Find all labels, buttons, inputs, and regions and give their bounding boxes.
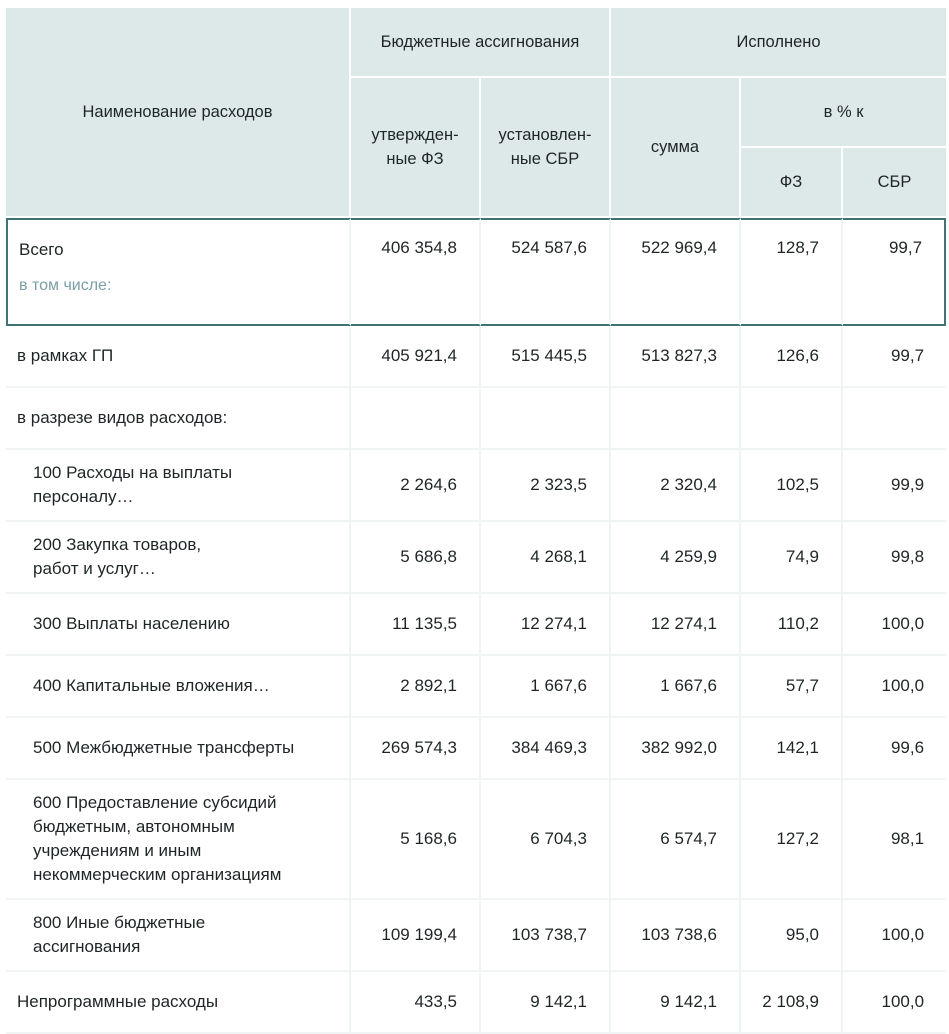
row-name: Всего [19,240,64,259]
cell-sum: 513 827,3 [611,326,741,388]
row-note: в том числе: [19,277,112,294]
cell-fz: 5 686,8 [351,522,481,594]
header-approved-fz: утвержден- ные ФЗ [351,78,481,218]
table-row [6,718,946,780]
row-name: 600 Предоставление субсидий бюджетным, автономным учреждениям и иным некоммерческим организациям [6,780,351,900]
cell-pct-sbr: 99,9 [843,450,946,522]
header-set-sbr: установлен- ные СБР [481,78,611,218]
cell-pct-sbr: 100,0 [843,972,946,1034]
cell-pct-fz: 102,5 [741,450,843,522]
header-pct-fz: ФЗ [741,148,843,218]
header-sum: сумма [611,78,741,218]
cell-pct-sbr: 99,8 [843,522,946,594]
cell-sbr: 6 704,3 [481,780,611,900]
cell-sbr: 1 667,6 [481,656,611,718]
cell-pct-sbr: 99,6 [843,718,946,780]
cell-fz: 2 892,1 [351,656,481,718]
table-row [6,388,946,450]
cell-sbr: 2 323,5 [481,450,611,522]
cell-fz: 269 574,3 [351,718,481,780]
table-row [6,972,946,1034]
cell-pct-fz: 128,7 [741,218,843,326]
cell-fz: 406 354,8 [351,218,481,326]
cell-sbr: 9 142,1 [481,972,611,1034]
table-row [6,522,946,594]
header-budget-group: Бюджетные ассигнования [351,8,611,78]
row-name: 400 Капитальные вложения… [6,656,351,718]
cell-fz: 2 264,6 [351,450,481,522]
cell-pct-sbr [843,388,946,450]
cell-sum: 522 969,4 [611,218,741,326]
cell-fz [351,388,481,450]
cell-sum: 103 738,6 [611,900,741,972]
cell-sum [611,388,741,450]
cell-pct-fz: 126,6 [741,326,843,388]
cell-pct-fz: 95,0 [741,900,843,972]
cell-fz: 11 135,5 [351,594,481,656]
cell-sbr: 4 268,1 [481,522,611,594]
cell-sbr: 524 587,6 [481,218,611,326]
cell-sum: 6 574,7 [611,780,741,900]
row-name: 200 Закупка товаров, работ и услуг… [6,522,351,594]
table-row [6,594,946,656]
cell-pct-sbr: 98,1 [843,780,946,900]
cell-pct-sbr: 99,7 [843,218,946,326]
header-pct-group: в % к [741,78,946,148]
cell-sum: 9 142,1 [611,972,741,1034]
cell-sbr: 12 274,1 [481,594,611,656]
cell-pct-sbr: 100,0 [843,900,946,972]
row-name: в разрезе видов расходов: [6,388,351,450]
budget-execution-table [6,8,946,1034]
row-name: 300 Выплаты населению [6,594,351,656]
table-row [6,450,946,522]
table-row-total [6,218,946,326]
cell-sbr: 515 445,5 [481,326,611,388]
cell-sbr: 103 738,7 [481,900,611,972]
table-row [6,780,946,900]
header-executed-group: Исполнено [611,8,946,78]
cell-sbr: 384 469,3 [481,718,611,780]
header-pct-sbr: СБР [843,148,946,218]
table-row [6,656,946,718]
cell-pct-fz [741,388,843,450]
row-name: Непрограммные расходы [6,972,351,1034]
cell-fz: 109 199,4 [351,900,481,972]
cell-pct-fz: 74,9 [741,522,843,594]
cell-pct-fz: 127,2 [741,780,843,900]
row-name: 100 Расходы на выплаты персоналу… [6,450,351,522]
row-name: 800 Иные бюджетные ассигнования [6,900,351,972]
cell-sum: 4 259,9 [611,522,741,594]
table-row [6,326,946,388]
cell-fz: 5 168,6 [351,780,481,900]
cell-fz: 433,5 [351,972,481,1034]
cell-pct-fz: 2 108,9 [741,972,843,1034]
cell-pct-sbr: 99,7 [843,326,946,388]
cell-pct-sbr: 100,0 [843,594,946,656]
cell-pct-fz: 110,2 [741,594,843,656]
row-name: в рамках ГП [6,326,351,388]
cell-sum: 2 320,4 [611,450,741,522]
cell-sum: 12 274,1 [611,594,741,656]
table-row [6,900,946,972]
header-expense-name: Наименование расходов [6,8,351,218]
cell-fz: 405 921,4 [351,326,481,388]
cell-pct-fz: 57,7 [741,656,843,718]
cell-sbr [481,388,611,450]
cell-pct-fz: 142,1 [741,718,843,780]
cell-sum: 382 992,0 [611,718,741,780]
cell-sum: 1 667,6 [611,656,741,718]
cell-pct-sbr: 100,0 [843,656,946,718]
row-name: 500 Межбюджетные трансферты [6,718,351,780]
